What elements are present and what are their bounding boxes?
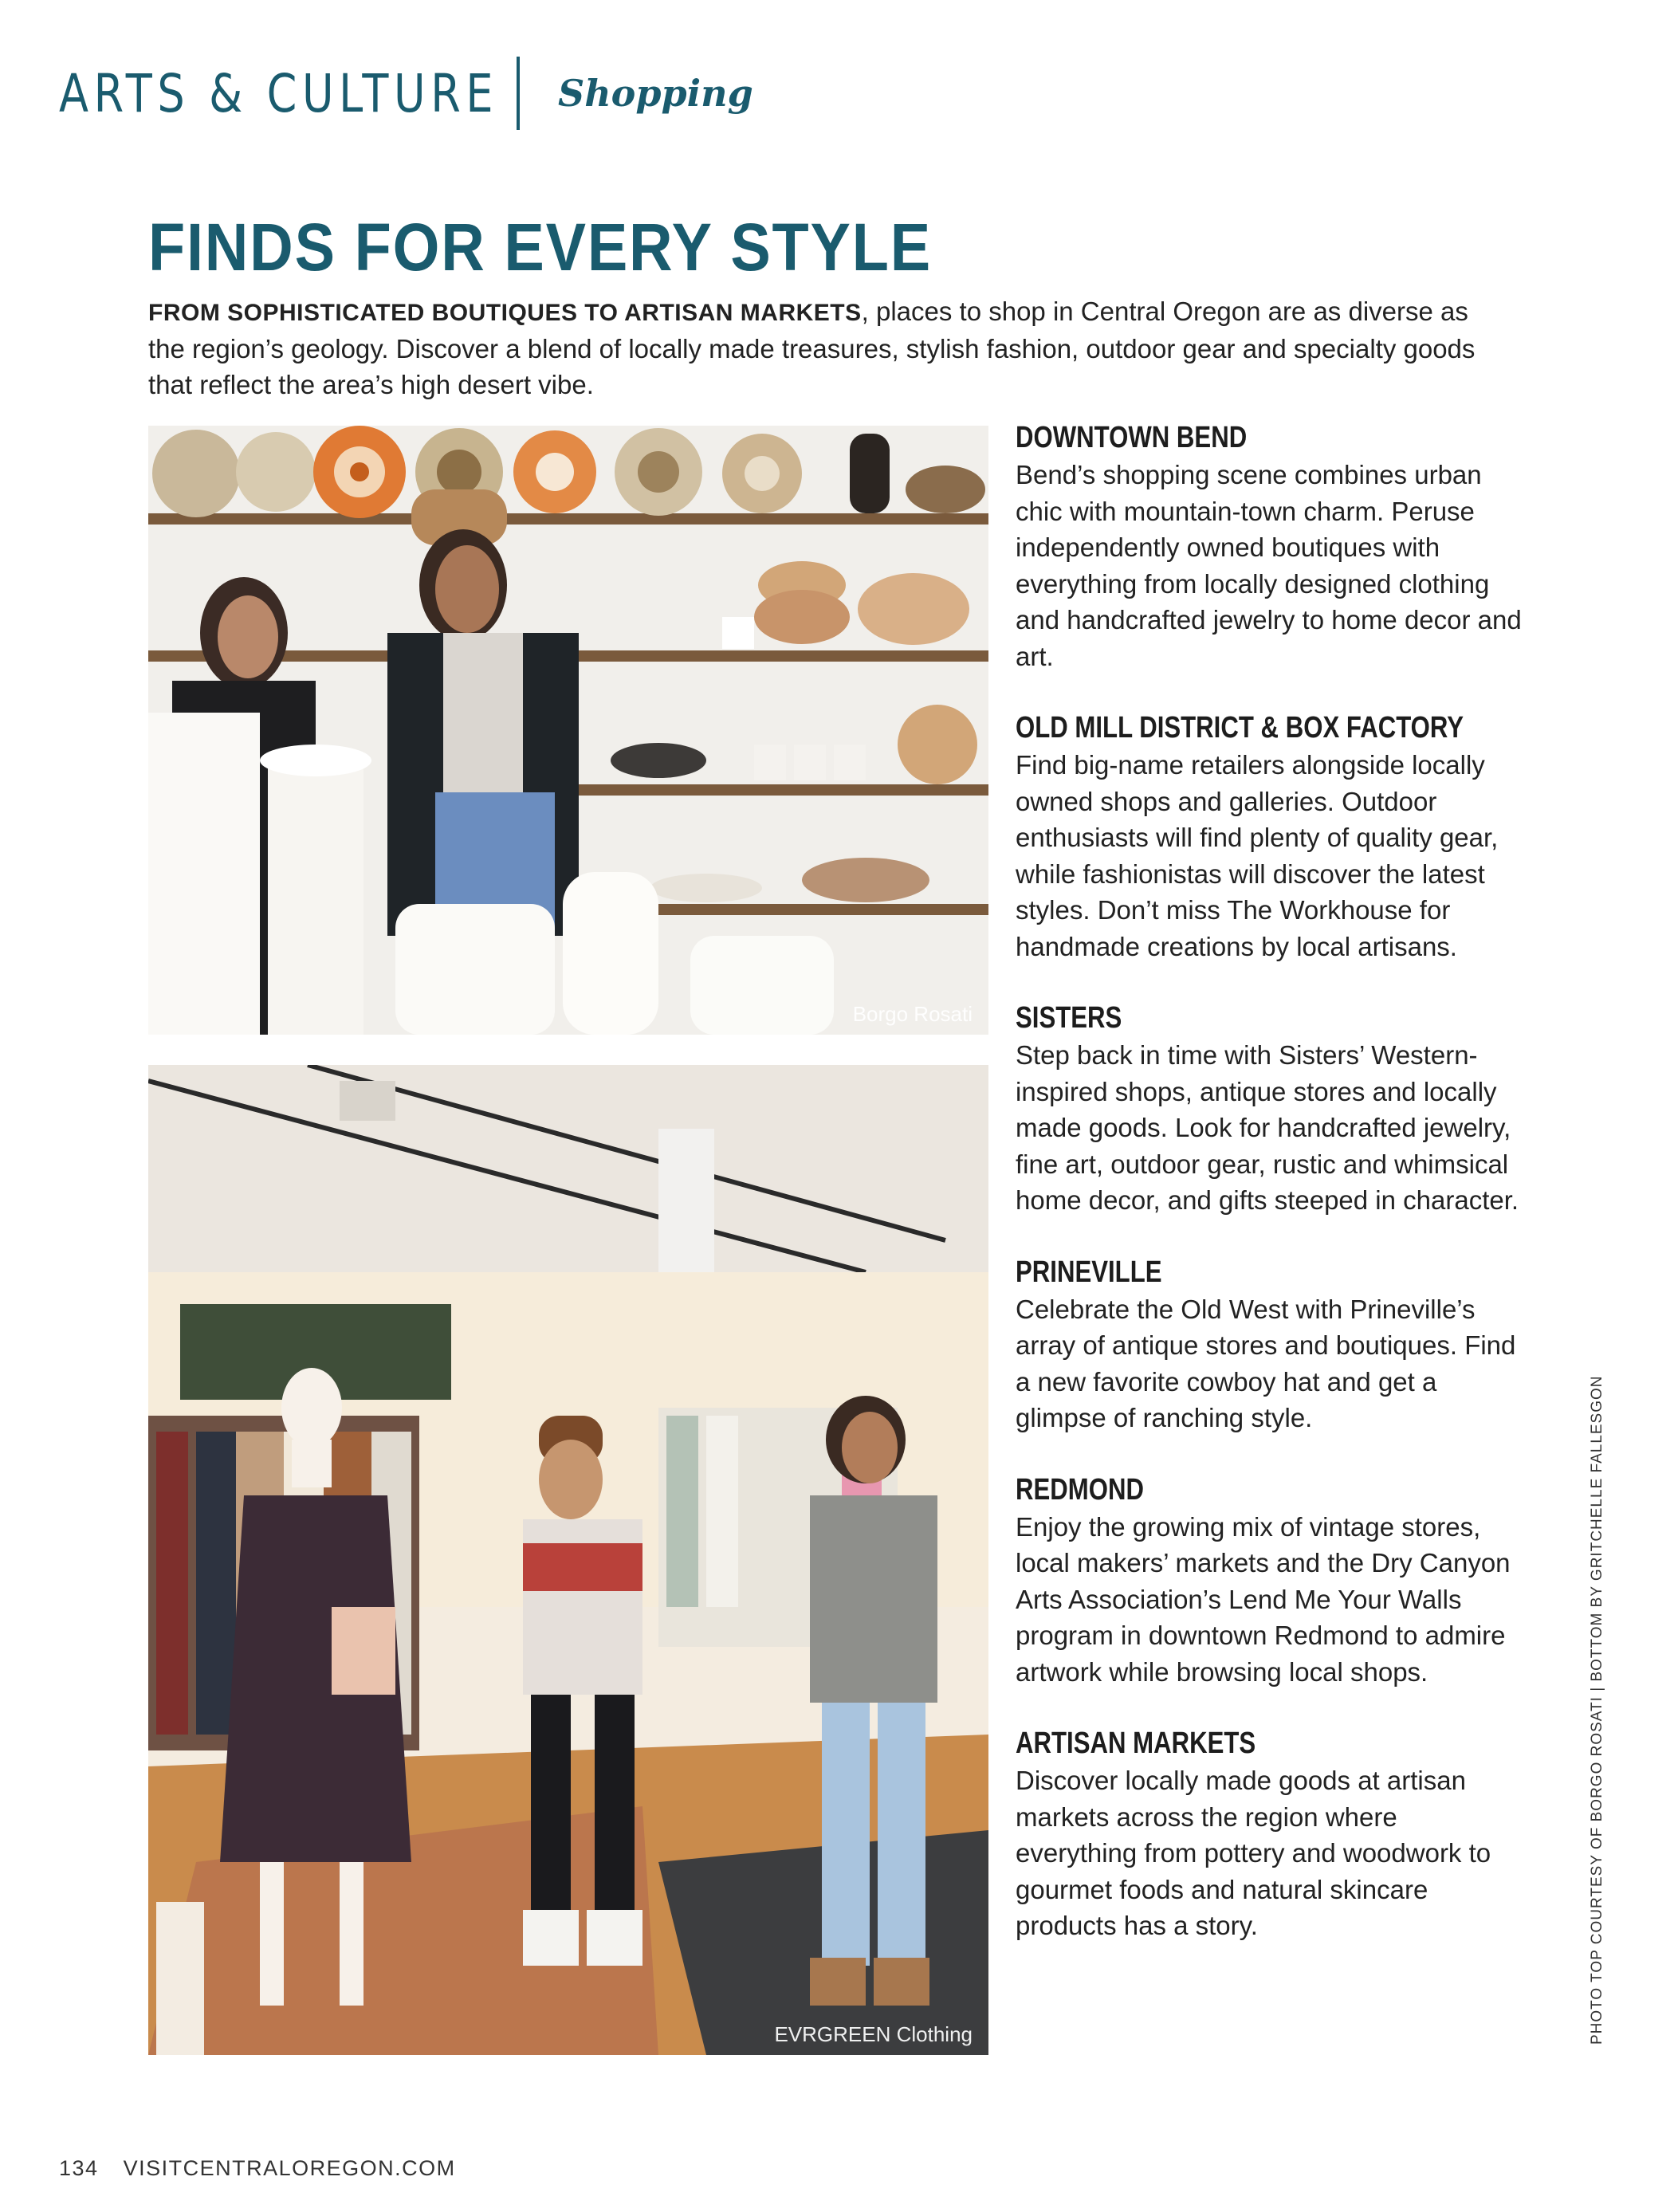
photo-credits-vertical: PHOTO TOP COURTESY OF BORGO ROSATI | BOTTOM BY GRITCHELLE FALLESGON bbox=[1589, 1375, 1605, 2045]
region-old-mill-district bbox=[1016, 711, 1526, 965]
article-headline: FINDS FOR EVERY STYLE bbox=[148, 210, 932, 285]
photo-home-goods-illustration bbox=[148, 426, 988, 1035]
photo-home-goods-shop bbox=[148, 426, 988, 1035]
intro-lead: FROM SOPHISTICATED BOUTIQUES TO ARTISAN MARKETS bbox=[148, 300, 862, 326]
region-title: PRINEVILLE bbox=[1016, 1255, 1162, 1289]
article-intro bbox=[148, 293, 1487, 403]
region-title: OLD MILL DISTRICT & BOX FACTORY bbox=[1016, 711, 1464, 745]
intro-text: , places to shop in Central Oregon are as diverse as the region’s geology. Discover a blend of locally made treasures, stylish fashion, outdoor gear and specialty goods that reflect the area’s high desert vibe. bbox=[148, 297, 1476, 399]
region-title: REDMOND bbox=[1016, 1472, 1144, 1507]
region-prineville bbox=[1016, 1255, 1526, 1436]
region-redmond bbox=[1016, 1473, 1526, 1691]
region-body: Discover locally made goods at artisan markets across the region where everything from pottery and woodwork to gourmet foods and natural skincare products has a story. bbox=[1016, 1766, 1491, 1940]
section-title: ARTS & CULTURE bbox=[59, 62, 499, 124]
page-footer bbox=[59, 2156, 456, 2181]
photo-clothing-illustration bbox=[148, 1065, 988, 2055]
regions-column bbox=[1016, 421, 1526, 1981]
region-artisan-markets bbox=[1016, 1727, 1526, 1944]
photo-clothing-boutique bbox=[148, 1065, 988, 2055]
region-body: Bend’s shopping scene combines urban chic with mountain-town charm. Peruse independently owned boutiques with everything from locally designed clothing and handcrafted jewelry to home decor and art. bbox=[1016, 460, 1522, 671]
section-subtitle: Shopping bbox=[558, 72, 753, 115]
region-sisters bbox=[1016, 1001, 1526, 1219]
header-divider bbox=[517, 57, 520, 130]
region-body: Step back in time with Sisters’ Western-inspired shops, antique stores and locally made goods. Look for handcrafted jewelry, fine art, outdoor gear, rustic and whimsical home decor, and gifts steeped in character. bbox=[1016, 1040, 1519, 1215]
bottom-photo-credit: EVRGREEN Clothing bbox=[774, 2022, 973, 2046]
region-downtown-bend bbox=[1016, 421, 1526, 674]
top-photo-credit: Borgo Rosati bbox=[852, 1002, 973, 1026]
footer-website: VISITCENTRALOREGON.COM bbox=[123, 2156, 456, 2180]
section-header bbox=[59, 49, 753, 137]
region-title: DOWNTOWN BEND bbox=[1016, 421, 1248, 454]
region-title: ARTISAN MARKETS bbox=[1016, 1727, 1256, 1760]
page-number: 134 bbox=[59, 2156, 99, 2180]
region-title: SISTERS bbox=[1016, 1001, 1122, 1035]
region-body: Enjoy the growing mix of vintage stores, local makers’ markets and the Dry Canyon Arts Association’s Lend Me Your Walls program in downtown Redmond to admire artwork while browsing local shops. bbox=[1016, 1511, 1511, 1687]
region-body: Celebrate the Old West with Prineville’s array of antique stores and boutiques. Find a new favorite cowboy hat and get a glimpse of ranching style. bbox=[1016, 1294, 1516, 1432]
region-body: Find big-name retailers alongside locally owned shops and galleries. Outdoor enthusiasts will find plenty of quality gear, while fashionistas will discover the latest styles. Don’t miss The Workhouse for handmade creations by local artisans. bbox=[1016, 750, 1499, 961]
